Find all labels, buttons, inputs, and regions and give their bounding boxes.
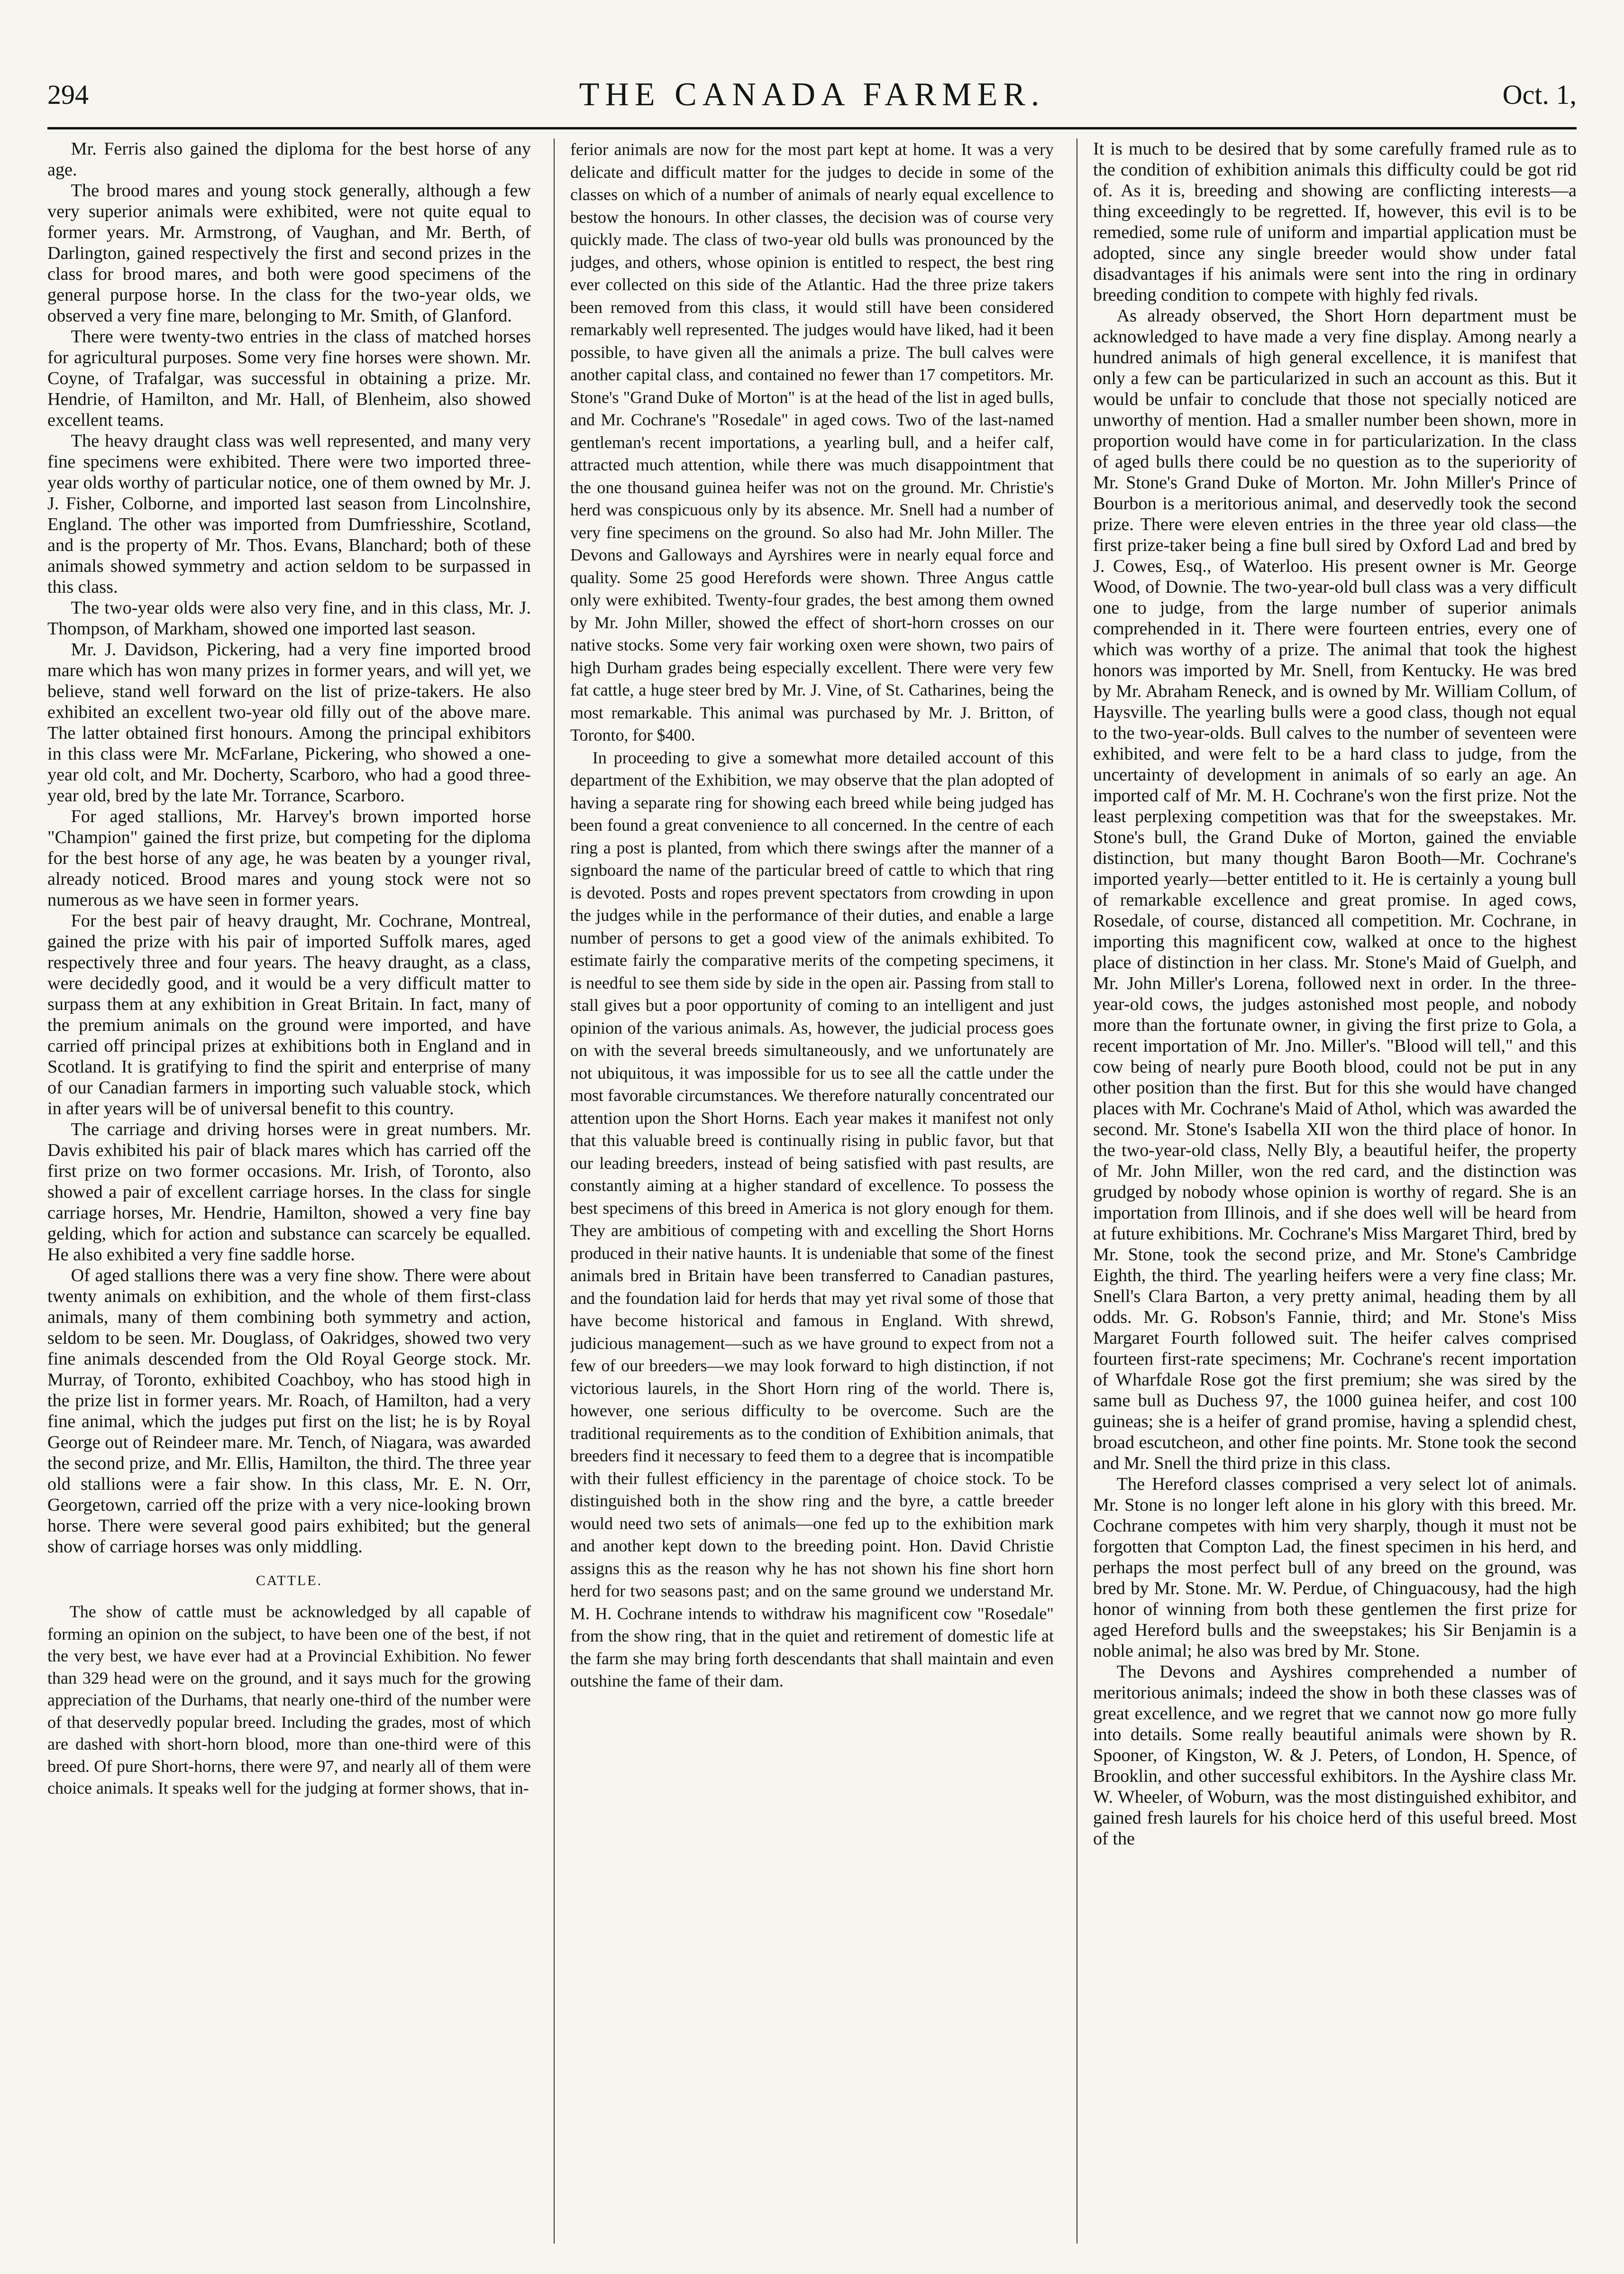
paragraph: The Devons and Ayshires comprehended a number of meritorious animals; indeed the show in both these classes was of great excellence, and we regret that we cannot now go more fully into details. Some really beautiful animals were shown by R. Spooner, of Kingston, W. & J. Peters, of London, H. Spence, of Brooklin, and other successful exhibitors. In the Ayshire class Mr. W. Wheeler, of Woburn, was the most distinguished exhibitor, and gained fresh laurels for his choice herd of this useful breed. Most of the [1093,1662,1577,1849]
publication-title: THE CANADA FARMER. [579,76,1045,113]
column-1 [47,138,531,2244]
masthead [47,66,1577,123]
paragraph: The carriage and driving horses were in great numbers. Mr. Davis exhibited his pair of black mares which has carried off the first prize on two former occasions. Mr. Irish, of Toronto, also showed a pair of excellent carriage horses. In the class for single carriage horses, Mr. Hendrie, Hamilton, showed a very fine bay gelding, which for action and substance can scarcely be equalled. He also exhibited a very fine saddle horse. [47,1119,531,1265]
page-number: 294 [47,79,89,110]
paragraph: The heavy draught class was well represented, and many very fine specimens were exhibited. There were two imported three-year olds worthy of particular notice, one of them owned by Mr. J. J. Fisher, Colborne, and imported last season from Lincolnshire, England. The other was imported from Dumfriesshire, Scotland, and is the property of Mr. Thos. Evans, Blanchard; both of these animals showed symmetry and action seldom to be surpassed in this class. [47,431,531,597]
paragraph: The show of cattle must be acknowledged by all capable of forming an opinion on the subject, to have been one of the best, if not the very best, we have ever had at a Provincial Exhibition. No fewer than 329 head were on the ground, and it says much for the growing appreciation of the Durhams, that nearly one-third of the number were of that deservedly popular breed. Including the grades, most of which are dashed with short-horn blood, more than one-third were of this breed. Of pure Short-horns, there were 97, and nearly all of them were choice animals. It speaks well for the judging at former shows, that in- [47,1602,531,1797]
paragraph: For aged stallions, Mr. Harvey's brown imported horse "Champion" gained the first prize, but competing for the diploma for the best horse of any age, he was beaten by a younger rival, already noticed. Brood mares and young stock were not so numerous as we have seen in former years. [47,807,531,910]
column-divider [554,138,555,2244]
column-3 [1093,138,1577,2244]
paragraph: There were twenty-two entries in the class of matched horses for agricultural purposes. Some very fine horses were shown. Mr. Coyne, of Trafalgar, was successful in obtaining a prize. Mr. Hendrie, of Hamilton, and Mr. Hall, of Blenheim, also showed excellent teams. [47,327,531,430]
paragraph: The two-year olds were also very fine, and in this class, Mr. J. Thompson, of Markham, showed one imported last season. [47,598,531,639]
column-2 [570,138,1054,2244]
paragraph: It is much to be desired that by some carefully framed rule as to the condition of exhibition animals this difficulty could be got rid of. As it is, breeding and showing are conflicting interests—a thing exceedingly to be regretted. If, however, this evil is to be remedied, some rule of uniform and impartial application must be adopted, since any single breeder would show under fatal disadvantages if his animals were sent into the ring in ordinary breeding condition to compete with highly fed rivals. [1093,139,1577,305]
paragraph: ferior animals are now for the most part kept at home. It was a very delicate and difficult matter for the judges to decide in some of the classes on which of a number of animals of nearly equal excellence to bestow the honours. In other classes, the decision was of course very quickly made. The class of two-year old bulls was pronounced by the judges, and others, whose opinion is entitled to respect, the best ring ever collected on this side of the Atlantic. Had the three prize takers been removed from this class, it would still have been considered remarkably well represented. The judges would have liked, had it been possible, to have given all the animals a prize. The bull calves were another capital class, and contained no fewer than 17 competitors. Mr. Stone's "Grand Duke of Morton" is at the head of the list in aged bulls, and Mr. Cochrane's "Rosedale" in aged cows. Two of the last-named gentleman's recent importations, a yearling bull, and a heifer calf, attracted much attention, while there was much disappointment that the one thousand guinea heifer was not on the ground. Mr. Christie's herd was conspicuous only by its absence. Mr. Snell had a number of very fine specimens on the ground. So also had Mr. John Miller. The Devons and Galloways and Ayrshires were in nearly equal force and quality. Some 25 good Herefords were shown. Three Angus cattle only were exhibited. Twenty-four grades, the best among them owned by Mr. John Miller, showed the effect of short-horn crosses on our native stocks. Some very fair working oxen were shown, two pairs of high Durham grades being especially excellent. There were very few fat cattle, a huge steer bred by Mr. J. Vine, of St. Catharines, being the most remarkable. This animal was purchased by Mr. J. Britton, of Toronto, for $400. [570,140,1054,744]
paragraph: As already observed, the Short Horn department must be acknowledged to have made a very fine display. Among nearly a hundred animals of high general excellence, it is manifest that only a few can be particularized in such an account as this. But it would be unfair to conclude that those not specially noticed are unworthy of mention. Had a smaller number been shown, more in proportion would have come in for particularization. In the class of aged bulls there could be no question as to the superiority of Mr. Stone's Grand Duke of Morton. Mr. John Miller's Prince of Bourbon is a meritorious animal, and deservedly took the second prize. There were eleven entries in the three year old class—the first prize-taker being a fine bull sired by Oxford Lad and bred by J. Cowes, Esq., of Waterloo. His present owner is Mr. George Wood, of Downie. The two-year-old bull class was a very difficult one to judge, from the large number of superior animals comprehended in it. There were fourteen entries, every one of which was worthy of a prize. The animal that took the highest honors was imported by Mr. Snell, from Kentucky. He was bred by Mr. Abraham Reneck, and is owned by Mr. William Collum, of Haysville. The yearling bulls were a good class, though not equal to the two-year-olds. Bull calves to the number of seventeen were exhibited, and were felt to be a hard class to judge, from the uncertainty of development in animals of so early an age. An imported calf of Mr. M. H. Cochrane's won the first prize. Not the least perplexing competition was that for the sweepstakes. Mr. Stone's bull, the Grand Duke of Morton, gained the enviable distinction, but many thought Baron Booth—Mr. Cochrane's imported yearly—better entitled to it. He is certainly a young bull of remarkable excellence and great promise. In aged cows, Rosedale, of course, distanced all competition. Mr. Cochrane, in importing this magnificent cow, walked at once to the highest place of distinction in her class. Mr. Stone's Maid of Guelph, and Mr. John Miller's Lorena, followed next in order. In the three-year-old cows, the judges astonished most people, and nobody more than the fortunate owner, in giving the first prize to Gola, a recent importation of Mr. Jno. Miller's. "Blood will tell," and this cow being of nearly pure Booth blood, could not be put in any other position than the first. But for this she would have changed places with Mr. Cochrane's Maid of Athol, which was awarded the second. Mr. Stone's Isabella XII won the third place of honor. In the two-year-old class, Nelly Bly, a beautiful heifer, the property of Mr. John Miller, won the red card, and the distinction was grudged by nobody whose opinion is worthy of regard. She is an importation from Illinois, and if she does well will be heard from at future exhibitions. Mr. Cochrane's Miss Margaret Third, bred by Mr. Stone, took the second prize, and Mr. Stone's Cambridge Eighth, the third. The yearling heifers were a very fine class; Mr. Snell's Clara Barton, a very pretty animal, heading them by all odds. Mr. G. Robson's Fannie, third; and Mr. Stone's Miss Margaret Fourth followed suit. The heifer calves comprised fourteen first-rate specimens; Mr. Cochrane's recent importation of Wharfdale Rose got the first premium; she was sired by the same bull as Duchess 97, the 1000 guinea heifer, and cost 100 guineas; she is a heifer of grand promise, having a splendid chest, broad escutcheon, and other fine points. Mr. Stone took the second and Mr. Snell the third prize in this class. [1093,306,1577,1473]
paragraph: In proceeding to give a somewhat more detailed account of this department of the Exhibition, we may observe that the plan adopted of having a separate ring for showing each breed while being judged has been found a great convenience to all concerned. In the centre of each ring a post is planted, from which there swings after the manner of a signboard the name of the particular breed of cattle to which that ring is devoted. Posts and ropes prevent spectators from crowding in upon the judges while in the performance of their duties, and enable a large number of persons to get a good view of the animals exhibited. To estimate fairly the comparative merits of the competing specimens, it is needful to see them side by side in the open air. Passing from stall to stall gives but a poor opportunity of coming to an intelligent and just opinion of the various animals. As, however, the judicial process goes on with the several breeds simultaneously, and we unfortunately are not ubiquitous, it was impossible for us to see all the cattle under the most favorable circumstances. We therefore naturally concentrated our attention upon the Short Horns. Each year makes it manifest not only that this valuable breed is continually rising in public favor, but that our leading breeders, instead of being satisfied with past results, are constantly aiming at a higher standard of excellence. To possess the best specimens of this breed in America is not glory enough for them. They are ambitious of competing with and excelling the Short Horns produced in their native haunts. It is undeniable that some of the finest animals bred in Britain have been transferred to Canadian pastures, and the foundation laid for herds that may yet rival some of those that have become historical and famous in England. With shrewd, judicious management—such as we have ground to expect from not a few of our breeders—we may look forward to high distinction, if not victorious laurels, in the Short Horn ring of the world. There is, however, one serious difficulty to be overcome. Such are the traditional requirements as to the condition of Exhibition animals, that breeders find it necessary to feed them to a degree that is incompatible with their fullest efficiency in the parentage of choice stock. To be distinguished both in the show ring and the byre, a cattle breeder would need two sets of animals—one fed up to the exhibition mark and another kept down to the breeding point. Hon. David Christie assigns this as the reason why he has not shown his fine short horn herd for two seasons past; and on the same ground we understand Mr. M. H. Cochrane intends to withdraw his magnificent cow "Rosedale" from the show ring, that in the quiet and retirement of domestic life at the farm she may bring forth descendants that shall maintain and even outshine the fame of their dam. [570,748,1054,1690]
issue-date: Oct. 1, [1502,79,1577,110]
paragraph: The brood mares and young stock generally, although a few very superior animals were exhibited, were not quite equal to former years. Mr. Armstrong, of Vaughan, and Mr. Berth, of Darlington, gained respectively the first and second prizes in the class for brood mares, and both were good specimens of the general purpose horse. In the class for the two-year olds, we observed a very fine mare, belonging to Mr. Smith, of Glanford. [47,181,531,326]
paragraph: For the best pair of heavy draught, Mr. Cochrane, Montreal, gained the prize with his pair of imported Suffolk mares, aged respectively three and four years. The heavy draught, as a class, were decidedly good, and it would be a very difficult matter to surpass them at any exhibition in Great Britain. In fact, many of the premium animals on the ground were imported, and have carried off principal prizes at exhibitions both in England and in Scotland. It is gratifying to find the spirit and enterprise of many of our Canadian farmers in importing such valuable stock, which in after years will be of universal benefit to this country. [47,911,531,1119]
masthead-rule [47,127,1577,129]
paragraph: The Hereford classes comprised a very select lot of animals. Mr. Stone is no longer left alone in his glory with this breed. Mr. Cochrane competes with him very sharply, though it must not be forgotten that Compton Lad, the finest specimen in his herd, and perhaps the most perfect bull of any breed on the ground, was bred by Mr. Stone. Mr. W. Perdue, of Chinguacousy, had the high honor of winning from both these gentlemen the first prize for aged Hereford bulls and the sweepstakes; his Sir Benjamin is a noble animal; he also was bred by Mr. Stone. [1093,1474,1577,1661]
paragraph: Mr. Ferris also gained the diploma for the best horse of any age. [47,139,531,180]
section-heading: CATTLE. [255,1573,323,1588]
paragraph: Mr. J. Davidson, Pickering, had a very fine imported brood mare which has won many prizes in former years, and will yet, we believe, stand well forward on the list of prize-takers. He also exhibited an excellent two-year old filly out of the above mare. The latter obtained first honours. Among the principal exhibitors in this class were Mr. McFarlane, Pickering, who showed a one-year old colt, and Mr. Docherty, Scarboro, who had a good three-year old, bred by the late Mr. Torrance, Scarboro. [47,640,531,806]
paragraph: Of aged stallions there was a very fine show. There were about twenty animals on exhibition, and the whole of them first-class animals, many of them combining both symmetry and action, seldom to be seen. Mr. Douglass, of Oakridges, showed two very fine animals descended from the Old Royal George stock. Mr. Murray, of Toronto, exhibited Coachboy, who has stood high in the prize list in former years. Mr. Roach, of Hamilton, had a very fine animal, which the judges put first on the list; he is by Royal George out of Reindeer mare. Mr. Tench, of Niagara, was awarded the second prize, and Mr. Ellis, Hamilton, the third. The three year old stallions were a fair show. In this class, Mr. E. N. Orr, Georgetown, carried off the prize with a very nice-looking brown horse. There were several good pairs exhibited; but the general show of carriage horses was only middling. [47,1265,531,1557]
